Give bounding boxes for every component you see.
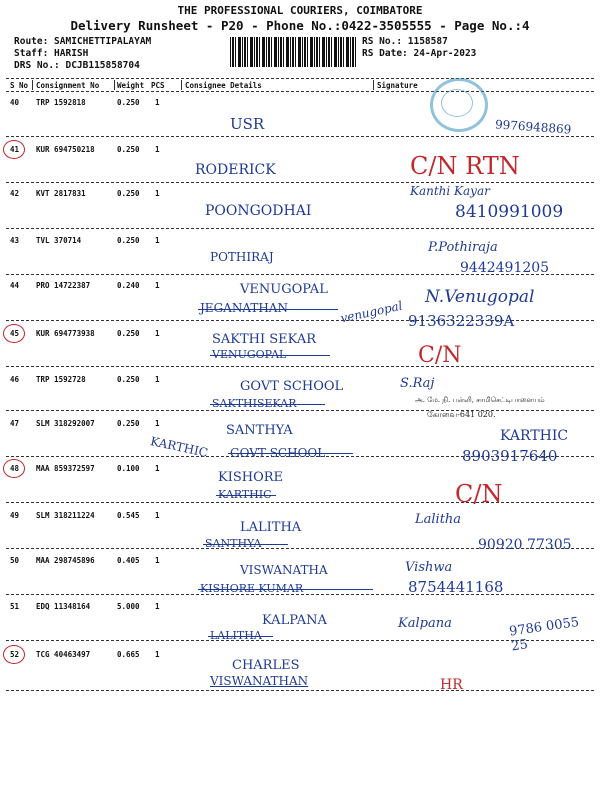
row-sno: 47 (10, 419, 20, 428)
row-consignment: TRP 1592728 (36, 375, 86, 384)
row-weight: 0.545 (117, 511, 140, 520)
r51-consignee: KALPANA (262, 613, 327, 628)
r48-note: C/N (455, 480, 503, 508)
r44-note: venugopal (339, 298, 404, 326)
row-consignment: TCG 40463497 (36, 650, 91, 659)
school-stamp-line-1: அ. மே. நி. பள்ளி, சாமிசெட்டிபாளையம் (415, 396, 545, 404)
r41-note: C/N RTN (410, 152, 520, 180)
route-label: Route: SAMICHETTIPALAYAM (14, 36, 152, 47)
row-mark-circle (3, 459, 25, 478)
strike-line (208, 636, 273, 637)
r45-consignee: SAKTHI SEKAR (212, 332, 317, 347)
r40-consignee: USR (230, 115, 265, 133)
row-consignment: MAA 859372597 (36, 464, 95, 473)
strike-line (216, 495, 276, 496)
strike-line (210, 404, 325, 405)
row-pcs: 1 (155, 145, 160, 154)
row-consignment: KUR 694750218 (36, 145, 95, 154)
r44-struck-name: JEGANATHAN (200, 301, 288, 315)
col-header-weight: Weight (117, 81, 145, 90)
row-divider (6, 410, 594, 411)
row-weight: 0.250 (117, 98, 140, 107)
r50-consignee: VISWANATHA (240, 563, 328, 577)
r42-signature: Kanthi Kayar (410, 184, 490, 198)
row-divider (6, 366, 594, 367)
r44-signature: N.Venugopal (425, 287, 535, 307)
row-sno: 52 (10, 650, 20, 659)
row-divider (6, 182, 594, 183)
row-weight: 5.000 (117, 602, 140, 611)
row-divider (6, 690, 594, 691)
col-header-sno: S No (10, 81, 29, 90)
r42-consignee: POONGODHAI (205, 203, 312, 219)
row-consignment: KUR 694773938 (36, 329, 95, 338)
r48-consignee: KISHORE (218, 470, 284, 485)
row-sno: 42 (10, 189, 20, 198)
r49-phone: 90920 77305 (478, 537, 572, 553)
r48-struck-name: KARTHIC (218, 488, 272, 501)
row-pcs: 1 (155, 189, 160, 198)
row-weight: 0.100 (117, 464, 140, 473)
row-sno: 48 (10, 464, 20, 473)
col-header-consignment: Consignment No (36, 81, 100, 90)
r49-signature: Lalitha (415, 512, 462, 527)
staff-label: Staff: HARISH (14, 48, 89, 59)
row-sno: 45 (10, 329, 20, 338)
row-sno: 44 (10, 281, 20, 290)
r51-struck-name: LALITHA (210, 629, 262, 642)
row-sno: 49 (10, 511, 20, 520)
row-divider (6, 228, 594, 229)
r47-overwrite: KARTHIC (149, 434, 210, 460)
r45-struck-name: VENUGOPAL (212, 348, 287, 361)
row-sno: 46 (10, 375, 20, 384)
r47-struck-name: GOVT SCHOOL (230, 446, 326, 460)
rs-number: RS No.: 1158587 (362, 36, 448, 47)
r51-phone: 9786 0055 25 (508, 614, 581, 655)
row-pcs: 1 (155, 419, 160, 428)
r46-signature: S.Raj (400, 376, 435, 391)
col-divider (114, 80, 115, 90)
strike-line (203, 544, 288, 545)
drs-label: DRS No.: DCJB115858704 (14, 60, 140, 71)
row-consignment: MAA 298745896 (36, 556, 95, 565)
school-stamp-line-2: கோவை-641 020. (427, 410, 496, 419)
row-pcs: 1 (155, 329, 160, 338)
row-divider (6, 640, 594, 641)
col-divider (181, 80, 182, 90)
r50-phone: 8754441168 (408, 578, 504, 596)
col-divider (32, 80, 33, 90)
delivery-stamp-inner (441, 89, 473, 117)
barcode (230, 37, 357, 67)
r50-signature: Vishwa (405, 560, 453, 575)
r42-phone: 8410991009 (455, 202, 564, 222)
row-pcs: 1 (155, 602, 160, 611)
row-weight: 0.250 (117, 419, 140, 428)
row-weight: 0.250 (117, 329, 140, 338)
r43-phone: 9442491205 (460, 260, 550, 276)
r41-consignee: RODERICK (195, 162, 276, 178)
row-pcs: 1 (155, 236, 160, 245)
row-consignment: SLM 318292007 (36, 419, 95, 428)
r52-consignee: CHARLES (232, 658, 300, 673)
row-weight: 0.250 (117, 189, 140, 198)
r43-consignee: POTHIRAJ (210, 250, 274, 264)
row-sno: 50 (10, 556, 20, 565)
row-mark-circle (3, 645, 25, 664)
runsheet-subtitle: Delivery Runsheet - P20 - Phone No.:0422-3505555 - Page No.:4 (70, 18, 530, 33)
row-pcs: 1 (155, 556, 160, 565)
r49-struck-name: SANTHYA (205, 537, 262, 550)
row-weight: 0.250 (117, 375, 140, 384)
row-consignment: PRO 14722387 (36, 281, 91, 290)
r51-signature: Kalpana (398, 616, 452, 631)
r52-consignee-2: VISWANATHAN (210, 674, 309, 688)
row-weight: 0.250 (117, 236, 140, 245)
row-consignment: TRP 1592818 (36, 98, 86, 107)
strike-line (210, 355, 330, 356)
col-header-consignee: Consignee Details (185, 81, 262, 90)
row-consignment: EDQ 11348164 (36, 602, 91, 611)
r43-signature: P.Pothiraja (428, 240, 498, 255)
col-header-pcs: PCS (151, 81, 165, 90)
row-sno: 51 (10, 602, 20, 611)
table-top-rule (6, 78, 594, 79)
row-divider (6, 136, 594, 137)
row-consignment: KVT 2817831 (36, 189, 86, 198)
r47-consignee: SANTHYA (226, 423, 293, 438)
row-weight: 0.240 (117, 281, 140, 290)
row-weight: 0.405 (117, 556, 140, 565)
r45-note: C/N (418, 343, 462, 368)
r40-signature: 9976948869 (494, 117, 572, 137)
strike-line (198, 309, 338, 310)
r44-consignee: VENUGOPAL (240, 282, 328, 297)
row-pcs: 1 (155, 511, 160, 520)
r52-note: HR (440, 677, 463, 693)
col-divider (373, 80, 374, 90)
strike-line (228, 453, 353, 454)
strike-line (198, 589, 373, 590)
row-sno: 40 (10, 98, 20, 107)
row-weight: 0.665 (117, 650, 140, 659)
row-pcs: 1 (155, 464, 160, 473)
row-pcs: 1 (155, 98, 160, 107)
row-sno: 43 (10, 236, 20, 245)
r49-consignee: LALITHA (240, 520, 302, 535)
r50-struck-name: KISHORE KUMAR (200, 582, 304, 595)
row-consignment: TVL 370714 (36, 236, 82, 245)
company-title: THE PROFESSIONAL COURIERS, COIMBATORE (177, 4, 423, 17)
r44-phone: 9136322339A (408, 312, 515, 330)
r47-signature: KARTHIC (500, 428, 569, 444)
row-sno: 41 (10, 145, 20, 154)
row-pcs: 1 (155, 281, 160, 290)
r46-consignee: GOVT SCHOOL (240, 379, 344, 394)
col-header-signature: Signature (377, 81, 418, 90)
row-mark-circle (3, 324, 25, 343)
table-header-rule (6, 91, 594, 92)
row-divider (6, 502, 594, 503)
r47-phone: 8903917640 (462, 447, 558, 465)
rs-date: RS Date: 24-Apr-2023 (362, 48, 477, 59)
row-weight: 0.250 (117, 145, 140, 154)
row-pcs: 1 (155, 650, 160, 659)
row-consignment: SLM 318211224 (36, 511, 95, 520)
r46-struck-name: SAKTHISEKAR (212, 397, 297, 410)
row-mark-circle (3, 140, 25, 159)
row-pcs: 1 (155, 375, 160, 384)
